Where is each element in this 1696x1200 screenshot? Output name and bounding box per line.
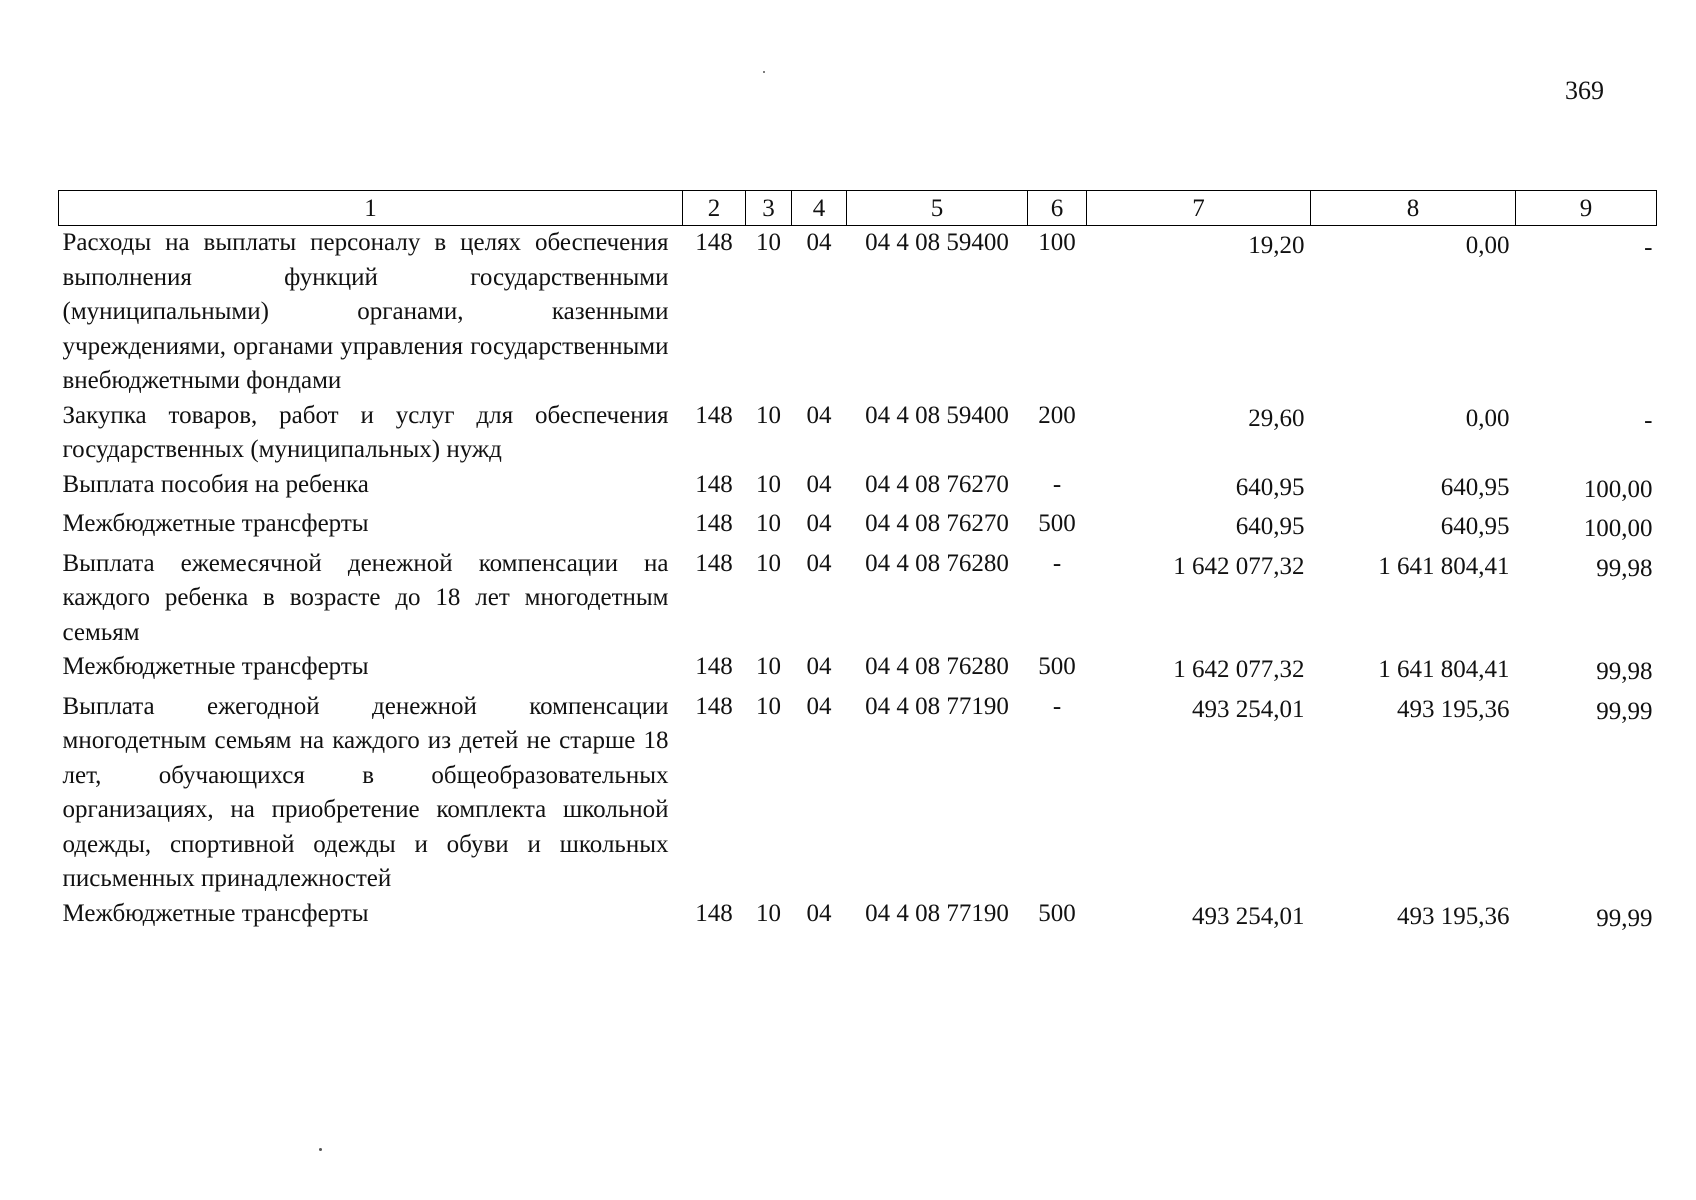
row-value: 1 641 804,41 [1378, 552, 1510, 580]
row-cell: 04 4 08 59400 [865, 229, 1009, 256]
column-header: 1 [59, 191, 683, 226]
row-cell: 200 [1038, 401, 1076, 429]
row-value: 493 195,36 [1397, 902, 1510, 930]
row-percent: 100,00 [1583, 515, 1653, 542]
column-header: 8 [1311, 191, 1516, 226]
row-cell: 148 [695, 401, 733, 429]
table-row [59, 226, 1657, 399]
row-cell: 10 [756, 229, 781, 256]
row-description: Межбюджетные трансферты [62, 653, 369, 680]
column-header: 2 [683, 191, 746, 226]
table-row [59, 507, 1657, 547]
table-row [59, 650, 1657, 690]
row-description: Расходы на выплаты персоналу в целях обеспечения выполнения функций государственными (муниципальными) органами, казенными учреждениями, органами управления государственными внебюджетными фондами [62, 229, 669, 394]
row-value: 1 642 077,32 [1173, 656, 1305, 683]
row-cell: 04 [806, 692, 832, 720]
row-description: Выплата ежегодной денежной компенсации многодетным семьям на каждого из детей не старше 18 лет, обучающихся в общеобразовательных организациях, на приобретение комплекта школьной одежды, спортивной одежды и обуви и школьных письменных принадлежностей [62, 692, 669, 892]
row-cell: 10 [756, 401, 781, 429]
row-cell: 04 4 08 76280 [865, 549, 1009, 577]
table-row [59, 399, 1657, 468]
row-cell: 148 [695, 510, 733, 537]
column-header: 9 [1516, 191, 1657, 226]
row-value: 1 641 804,41 [1378, 656, 1510, 683]
row-percent: - [1644, 406, 1653, 434]
row-value: 493 254,01 [1192, 902, 1305, 930]
row-cell: 148 [695, 692, 733, 720]
row-description: Выплата ежемесячной денежной компенсации на каждого ребенка в возрасте до 18 лет многодетным семьям [62, 549, 669, 646]
row-cell: 04 4 08 59400 [865, 401, 1009, 429]
row-value: 640,95 [1235, 513, 1305, 540]
row-value: 0,00 [1465, 404, 1510, 432]
row-description: Межбюджетные трансферты [62, 510, 369, 537]
row-cell: - [1052, 692, 1062, 720]
scan-speck [763, 71, 765, 73]
row-description: Выплата пособия на ребенка [62, 470, 369, 498]
row-cell: 04 4 08 76280 [865, 653, 1009, 680]
row-cell: 100 [1038, 229, 1076, 256]
row-percent: - [1644, 234, 1653, 261]
row-cell: 04 4 08 76270 [865, 510, 1009, 537]
row-cell: 04 4 08 77190 [865, 692, 1009, 720]
row-cell: 10 [756, 510, 781, 537]
column-header: 3 [746, 191, 792, 226]
scan-speck [319, 1148, 322, 1151]
row-cell: 148 [695, 899, 733, 927]
row-cell: 10 [756, 470, 781, 498]
budget-table [58, 190, 1657, 936]
row-percent: 99,98 [1596, 658, 1653, 685]
row-cell: 04 [806, 401, 832, 429]
row-percent: 99,99 [1596, 697, 1653, 725]
row-cell: 500 [1038, 653, 1076, 680]
column-header: 4 [792, 191, 847, 226]
row-cell: 148 [695, 549, 733, 577]
row-value: 493 254,01 [1192, 695, 1305, 723]
table-row [59, 690, 1657, 897]
row-cell: 10 [756, 549, 781, 577]
row-value: 493 195,36 [1397, 695, 1510, 723]
row-value: 640,95 [1440, 513, 1510, 540]
row-cell: 148 [695, 653, 733, 680]
column-header: 5 [847, 191, 1028, 226]
table-row [59, 897, 1657, 937]
row-value: 0,00 [1465, 232, 1510, 259]
page-number: 369 [1565, 76, 1604, 105]
row-percent: 99,98 [1596, 554, 1653, 582]
row-value: 19,20 [1248, 232, 1305, 259]
row-cell: 500 [1038, 510, 1076, 537]
row-value: 640,95 [1235, 473, 1305, 501]
row-percent: 100,00 [1583, 475, 1653, 503]
row-description: Межбюджетные трансферты [62, 899, 369, 927]
row-cell: 04 [806, 470, 832, 498]
row-value: 29,60 [1248, 404, 1305, 432]
row-cell: 148 [695, 470, 733, 498]
table-row [59, 547, 1657, 651]
table-header-row [59, 191, 1657, 226]
row-cell: 10 [756, 899, 781, 927]
row-cell: 10 [756, 653, 781, 680]
row-cell: 04 [806, 229, 832, 256]
table-row [59, 468, 1657, 508]
column-header: 6 [1028, 191, 1087, 226]
row-value: 1 642 077,32 [1173, 552, 1305, 580]
row-cell: - [1052, 470, 1062, 498]
row-percent: 99,99 [1596, 904, 1653, 932]
column-header: 7 [1087, 191, 1311, 226]
row-cell: 10 [756, 692, 781, 720]
row-cell: 04 4 08 77190 [865, 899, 1009, 927]
row-cell: 148 [695, 229, 733, 256]
row-cell: 04 [806, 549, 832, 577]
row-cell: 04 4 08 76270 [865, 470, 1009, 498]
row-cell: 04 [806, 899, 832, 927]
row-description: Закупка товаров, работ и услуг для обеспечения государственных (муниципальных) нужд [62, 401, 669, 463]
row-cell: 04 [806, 510, 832, 537]
row-cell: - [1052, 549, 1062, 577]
row-cell: 500 [1038, 899, 1076, 927]
row-value: 640,95 [1440, 473, 1510, 501]
row-cell: 04 [806, 653, 832, 680]
